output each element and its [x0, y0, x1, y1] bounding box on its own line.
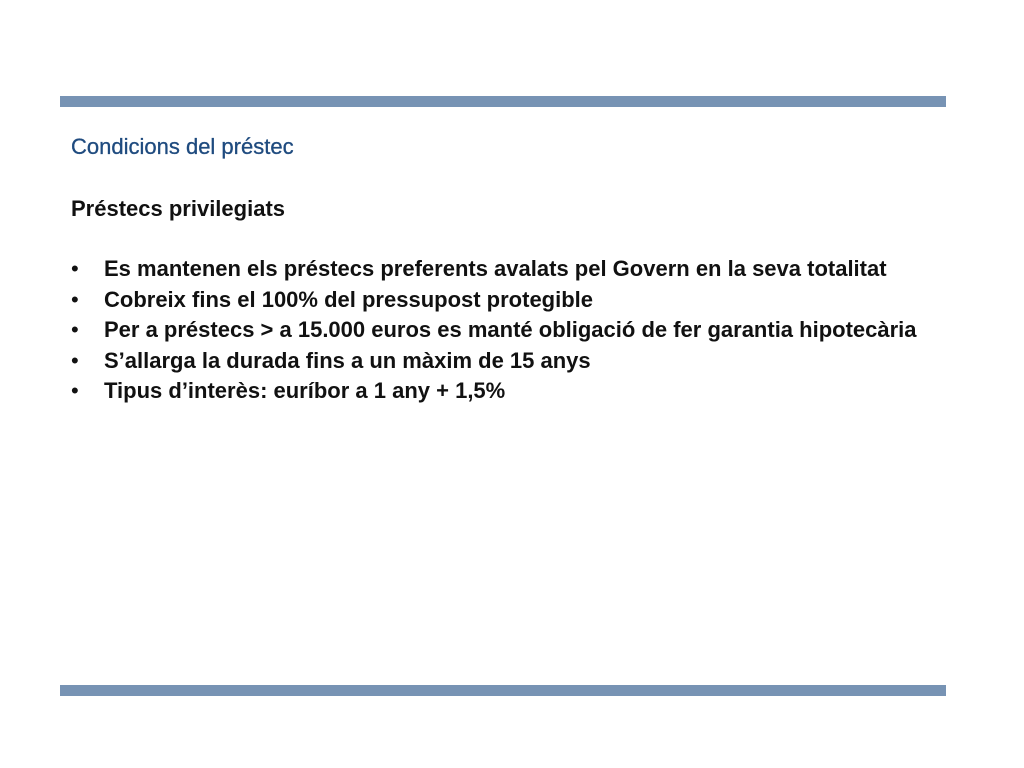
- slide-title: Condicions del préstec: [71, 134, 294, 159]
- bullet-text: Tipus d’interès: euríbor a 1 any + 1,5%: [104, 378, 506, 403]
- bullet-text: Es mantenen els préstecs preferents avalats pel Govern en la seva totalitat: [104, 256, 887, 281]
- bullet-item: [71, 376, 931, 407]
- top-divider: [60, 96, 946, 107]
- slide-content: [71, 132, 931, 407]
- bullet-list: [71, 254, 931, 407]
- slide-subtitle: Préstecs privilegiats: [71, 196, 286, 221]
- bullet-item: [71, 346, 931, 377]
- bullet-item: [71, 315, 931, 346]
- bullet-text: Cobreix fins el 100% del pressupost protegible: [104, 286, 594, 312]
- bullet-dot-icon: •: [71, 256, 79, 281]
- bullet-dot-icon: •: [71, 286, 79, 312]
- bullet-item: [71, 285, 931, 316]
- bullet-dot-icon: •: [71, 378, 79, 403]
- bullet-text: S’allarga la durada fins a un màxim de 15 anys: [104, 347, 591, 373]
- bullet-dot-icon: •: [71, 317, 79, 342]
- bullet-text: Per a préstecs > a 15.000 euros es manté obligació de fer garantia hipotecària: [104, 317, 917, 342]
- bullet-dot-icon: •: [71, 347, 79, 373]
- bullet-item: [71, 254, 931, 285]
- bottom-divider: [60, 685, 946, 696]
